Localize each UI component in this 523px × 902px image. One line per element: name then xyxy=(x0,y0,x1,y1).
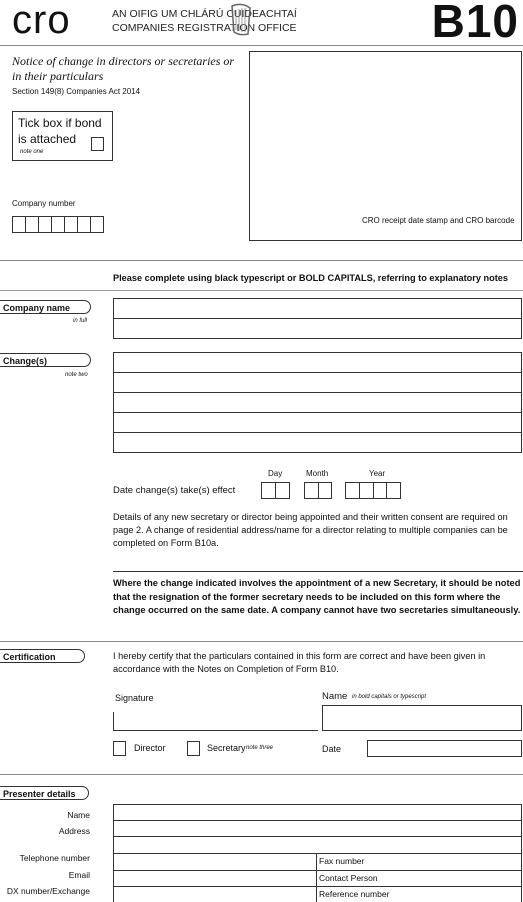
presenter-address-label: Address xyxy=(58,826,90,836)
divider xyxy=(113,571,523,572)
company-number-input[interactable] xyxy=(12,216,104,233)
month-input[interactable] xyxy=(304,482,332,499)
year-label: Year xyxy=(369,469,386,478)
secretary-label: Secretary xyxy=(207,743,246,753)
org-name-english: COMPANIES REGISTRATION OFFICE xyxy=(112,22,297,34)
company-number-label: Company number xyxy=(12,199,76,208)
section-reference: Section 149(8) Companies Act 2014 xyxy=(12,87,141,96)
divider xyxy=(0,641,523,642)
presenter-details-grid[interactable] xyxy=(113,804,522,902)
changes-input[interactable] xyxy=(113,352,522,453)
presenter-name-label: Name xyxy=(67,810,90,820)
signature-field[interactable] xyxy=(113,712,318,731)
divider xyxy=(0,774,523,775)
certification-text: I hereby certify that the particulars contained in this form are correct and have been given in accordance with the Notes on Completion of Form B10. xyxy=(113,651,486,674)
signature-label: Signature xyxy=(115,693,154,703)
company-name-tab: Company name xyxy=(0,300,91,314)
secretary-checkbox[interactable] xyxy=(187,741,200,756)
company-name-input[interactable] xyxy=(113,298,522,339)
form-title-line1: Notice of change in directors or secretaries or xyxy=(12,54,235,68)
cro-receipt-stamp-area xyxy=(249,51,522,241)
divider xyxy=(0,290,523,291)
company-name-note: in full xyxy=(73,318,88,324)
date-label: Date xyxy=(322,744,342,754)
day-input[interactable] xyxy=(261,482,290,499)
presenter-details-tab: Presenter details xyxy=(0,786,89,800)
cro-receipt-label: CRO receipt date stamp and CRO barcode xyxy=(362,216,515,225)
month-label: Month xyxy=(306,469,329,478)
org-name-irish: AN OIFIG UM CHLÁRÚ CUIDEACHTAÍ xyxy=(112,8,297,20)
presenter-dx-label: DX number/Exchange xyxy=(6,886,90,896)
bond-note: note one xyxy=(20,149,44,155)
changes-note: note two xyxy=(65,372,88,378)
name-hint: in bold capitals or typescript xyxy=(352,694,427,700)
reference-number-label: Reference number xyxy=(319,889,390,899)
warning-text: Where the change indicated involves the appointment of a new Secretary, it should be noted that the resignation of the former secretary needs to be included on this form where the change occurred on the same date. A company cannot have two secretaries simultaneously. xyxy=(113,578,521,615)
date-input[interactable] xyxy=(367,740,522,757)
certification-tab: Certification xyxy=(0,649,85,663)
details-text: Details of any new secretary or director being appointed and their written consent are required on page 2. A change of residential address/name for a director relating to multiple companies can be completed on Form B10a. xyxy=(113,512,508,548)
name-label: Name xyxy=(322,691,348,702)
bond-label-line2: is attached xyxy=(18,132,77,146)
contact-person-label: Contact Person xyxy=(319,873,378,883)
secretary-note: note three xyxy=(246,745,274,751)
instruction-text: Please complete using black typescript or BOLD CAPITALS, referring to explanatory notes xyxy=(113,273,508,283)
name-input[interactable] xyxy=(322,705,522,731)
bond-checkbox[interactable] xyxy=(91,137,104,151)
divider xyxy=(0,260,523,261)
year-input[interactable] xyxy=(345,482,401,499)
bond-label-line1: Tick box if bond xyxy=(18,116,102,130)
cro-logo: cro xyxy=(12,0,71,42)
presenter-email-label: Email xyxy=(68,870,90,880)
director-label: Director xyxy=(134,743,166,753)
changes-tab: Change(s) xyxy=(0,353,91,367)
divider xyxy=(0,45,523,46)
presenter-telephone-label: Telephone number xyxy=(19,853,90,863)
form-code: B10 xyxy=(431,0,519,47)
harp-icon xyxy=(228,2,254,38)
day-label: Day xyxy=(268,469,283,478)
director-checkbox[interactable] xyxy=(113,741,126,756)
form-title-line2: in their particulars xyxy=(12,69,104,83)
date-effect-label: Date change(s) take(s) effect xyxy=(113,485,236,496)
fax-label: Fax number xyxy=(319,856,365,866)
